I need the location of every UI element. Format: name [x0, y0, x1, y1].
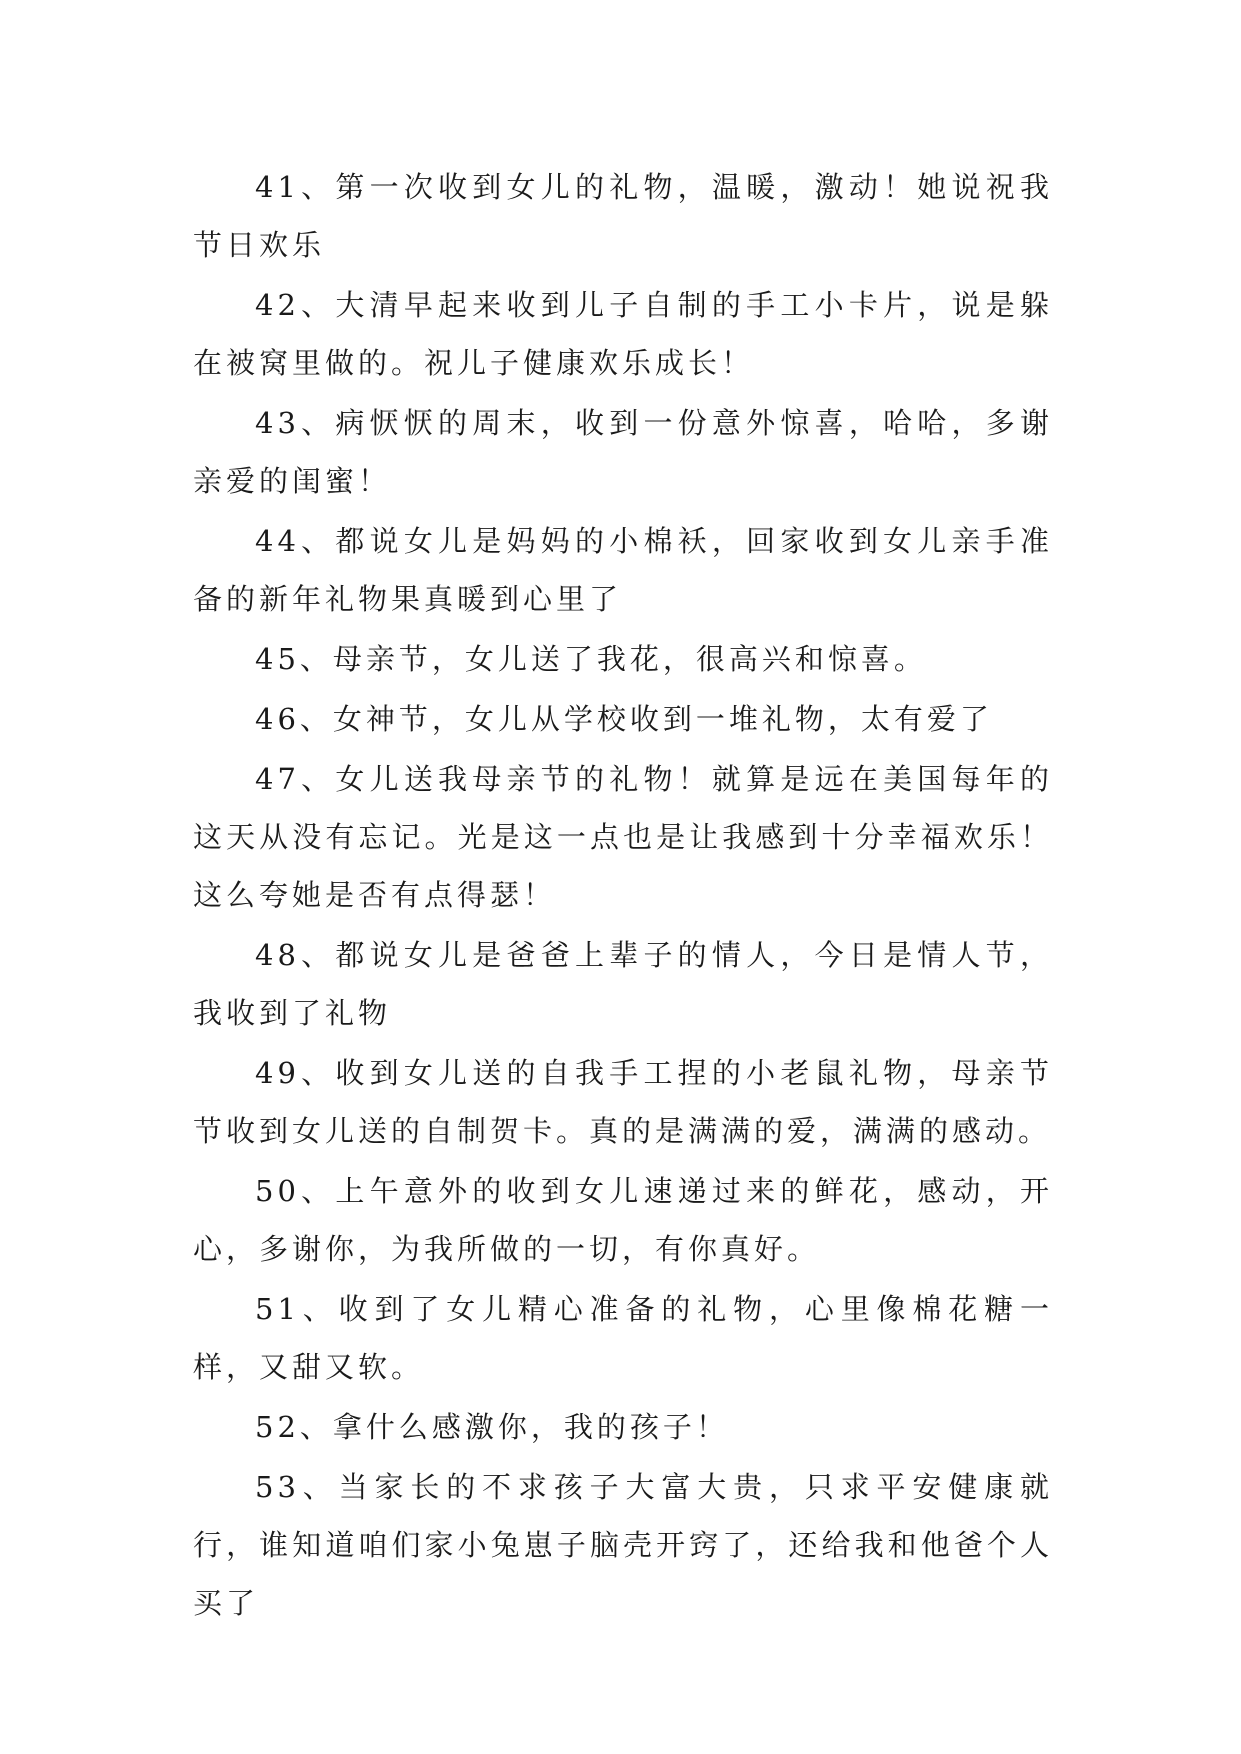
paragraph-53: 53、当家长的不求孩子大富大贵，只求平安健康就行，谁知道咱们家小兔崽子脑壳开窍了，还给我和他爸个人买了 [193, 1470, 1053, 1620]
paragraph-43: 43、病恹恹的周末，收到一份意外惊喜，哈哈，多谢亲爱的闺蜜！ [193, 406, 1053, 498]
paragraph-52: 52、拿什么感激你，我的孩子！ [255, 1410, 729, 1444]
paragraph-46: 46、女神节，女儿从学校收到一堆礼物，太有爱了 [255, 702, 993, 736]
paragraph-47: 47、女儿送我母亲节的礼物！就算是远在美国每年的这天从没有忘记。光是这一点也是让我感到十分幸福欢乐！这么夸她是否有点得瑟！ [193, 762, 1053, 912]
paragraph-50: 50、上午意外的收到女儿速递过来的鲜花，感动，开心，多谢你，为我所做的一切，有你真好。 [193, 1174, 1053, 1266]
paragraph-51: 51、收到了女儿精心准备的礼物，心里像棉花糖一样，又甜又软。 [193, 1292, 1053, 1384]
paragraph-49: 49、收到女儿送的自我手工捏的小老鼠礼物，母亲节节收到女儿送的自制贺卡。真的是满满的爱，满满的感动。 [193, 1056, 1053, 1148]
paragraph-41: 41、第一次收到女儿的礼物，温暖，激动！她说祝我节日欢乐 [193, 170, 1053, 262]
paragraph-44: 44、都说女儿是妈妈的小棉袄，回家收到女儿亲手准备的新年礼物果真暖到心里了 [193, 524, 1053, 616]
document-body [193, 158, 1053, 1634]
paragraph-45: 45、母亲节，女儿送了我花，很高兴和惊喜。 [255, 642, 927, 676]
paragraph-48: 48、都说女儿是爸爸上辈子的情人，今日是情人节，我收到了礼物 [193, 938, 1053, 1030]
paragraph-42: 42、大清早起来收到儿子自制的手工小卡片，说是躲在被窝里做的。祝儿子健康欢乐成长！ [193, 288, 1053, 380]
